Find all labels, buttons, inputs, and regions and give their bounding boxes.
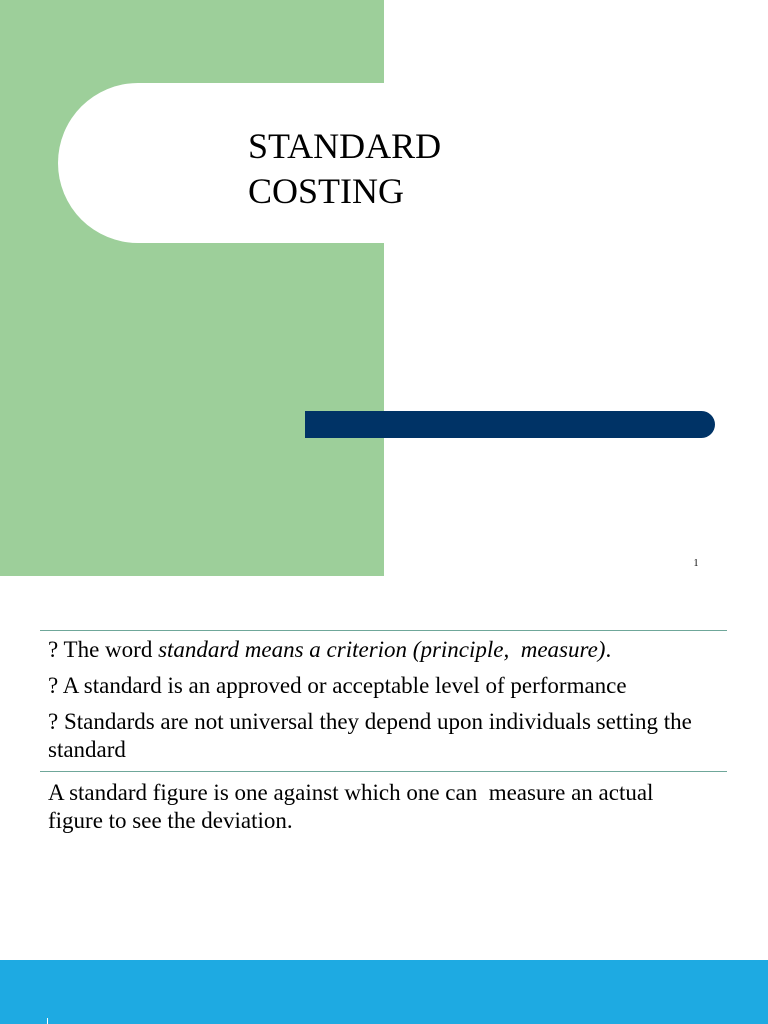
navy-accent-bar: [305, 411, 715, 438]
bullet-marker: ?: [48, 709, 59, 734]
bullet-text: A standard is an approved or acceptable level of performance: [58, 673, 627, 698]
bullet-text: Standards are not universal they depend upon individuals setting the standard: [48, 709, 698, 762]
bullet-marker: ?: [48, 673, 59, 698]
bullet-text-end: .: [605, 637, 612, 662]
footer-mark: [47, 1018, 48, 1024]
slide-number: 1: [693, 558, 699, 569]
slide-title: [248, 124, 568, 214]
definition-text: A standard figure is one against which one can measure an actual figure to see the deviation.: [48, 780, 660, 833]
footer-band: [0, 960, 768, 1024]
top-divider: [40, 630, 727, 631]
bullet-item-1: [48, 636, 728, 664]
bullet-item-2: [48, 672, 728, 700]
bullet-italic-text: standard means a criterion (principle, measure): [158, 637, 606, 662]
middle-divider: [40, 771, 727, 772]
bullet-text: The word: [58, 637, 159, 662]
bullet-list: [48, 636, 728, 772]
slide-title-line-2: COSTING: [248, 171, 405, 211]
content-slide: [0, 576, 768, 1024]
slide-title-line-1: STANDARD: [248, 126, 442, 166]
bullet-marker: ?: [48, 637, 59, 662]
bullet-item-3: [48, 708, 728, 764]
